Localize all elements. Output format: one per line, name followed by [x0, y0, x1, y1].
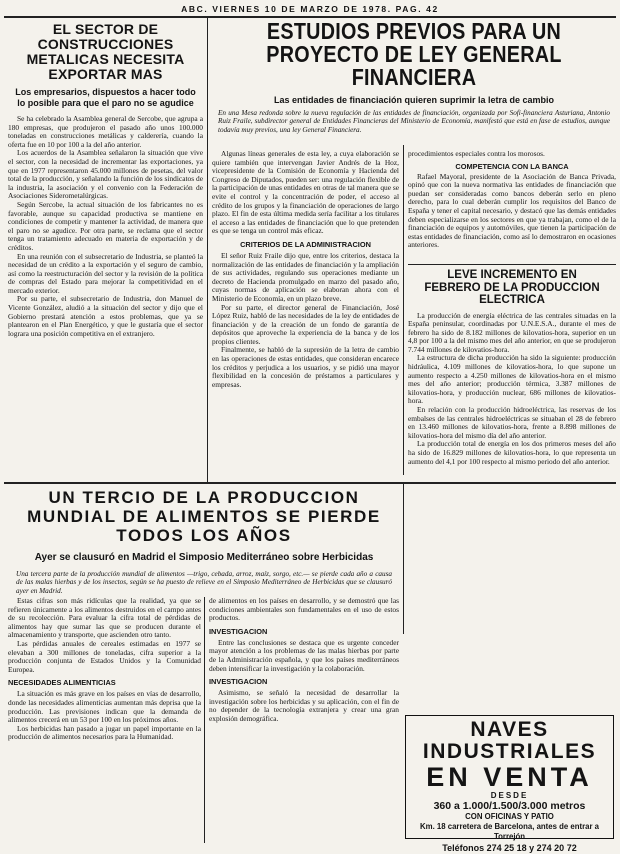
estudios-lead: En una Mesa redonda sobre la nueva regulación de las entidades de financiación, organizada por Sofi-financiera Asturiana, Antonio Ruiz Fraile, subdirector general de Entidades Financieras del Ministerio de Economía, manifestó que está en fase de estudios, aunque todavía muy previos, una ley General Financiera. [218, 109, 610, 134]
electrica-paragraph: La producción de energía eléctrica de las centrales situadas en la España peninsular, coordinadas por U.N.E.S.A., durante el mes de febrero ha sido de 8.182 millones de kilovatios-hora, superior en un 4,8 por 100 a la del mismo mes del año anterior, en que se produjeron 7.744 millones de kilovatios-hora. [408, 310, 616, 354]
section-rule [4, 482, 616, 484]
electrica-headline: LEVE INCREMENTO EN FEBRERO DE LA PRODUCCION ELECTRICA [424, 269, 600, 306]
tercio-column-2 [209, 597, 399, 843]
column-rule [204, 597, 205, 843]
ad-sizes: 360 a 1.000/1.500/3.000 metros [433, 800, 586, 812]
ad-location: Km. 18 carretera de Barcelona, antes de entrar a Torrejón [420, 822, 599, 841]
tercio-lead: Una tercera parte de la producción mundial de alimentos —trigo, cebada, arroz, maíz, sorgo, etc.— se pierde cada año a causa de las malas hierbas y de los insectos, según se ha puesto de relieve en el Simposio Mediterráneo de Herbicidas que se clausuró ayer en Madrid. [16, 570, 392, 595]
ad-desde: DESDE [490, 791, 529, 800]
estudios-paragraph: Algunas líneas generales de esta ley, a cuya elaboración se quiere también que intervengan Javier Andrés de la Hoz, vicepresidente de la Comisión de Economía y Hacienda del Congreso de Diputados, pueden ser: una regulación flexible de la participación de unas entidades en otras de tal manera que se evite el control y la concentración de poder, el acceso al crédito de los grupos y la financiación de operaciones de largo plazo. El fin de esta última medida sería facilitar a los titulares el acceso a las entidades de financiación que lo que pretenden es que se tenga un control más eficaz. [212, 150, 399, 236]
header-rule [4, 16, 616, 18]
estudios-paragraph: procedimientos especiales contra los morosos. [408, 150, 545, 158]
sector-paragraph: En una reunión con el subsecretario de Industria, se planteó la necesidad de un crédito a la exportación y el seguro de cambio, así como la reestructuración del sector y la revisión de la política de compras del Estado para mejorar la competitividad en el mercado exterior. [8, 251, 203, 295]
tercio-subhead-inline: INVESTIGACION [209, 677, 268, 687]
tercio-paragraph: Asimismo, se señaló la necesidad de desarrollar la investigación sobre los herbicidas y su aplicación, con el fin de no depender de la tecnología extranjera y crear una gran explosión demográfica. [209, 688, 399, 723]
estudios-column-2 [408, 150, 616, 260]
column-rule [403, 484, 404, 634]
sector-paragraph: Según Sercobe, la actual situación de los fabricantes no es favorable, aunque su capacidad productiva se mantiene en condiciones de competir y mantener la actividad, de manera que el paro no se agudice. Por otra parte, se reclama que el sector tenga un tratamiento adecuado en materia de exportación y de créditos. [8, 199, 203, 252]
sector-paragraph: Por su parte, el subsecretario de Industria, don Manuel de Vicente González, aludió a la situación del sector y dijo que el Gobierno prestará atención a estos problemas, que ya se plantearon en el Plan Energético, y que le gustaría que el sector lograra una posición competitiva en el extranjero. [8, 294, 203, 338]
column-rule [207, 18, 208, 483]
tercio-paragraph: Los herbicidas han pasado a jugar un papel importante en la producción de alimentos necesarios para la Humanidad. [8, 723, 201, 742]
naves-advertisement [405, 715, 614, 853]
sector-paragraph: Se ha celebrado la Asamblea general de Sercobe, que agrupa a 180 empresas, que produjeron el pasado año unos 100.000 toneladas en construcciones metálicas y calderería, cuando la oferta fue en 10 por 100 a la del año anterior. [8, 114, 203, 149]
sector-headline: EL SECTOR DE CONSTRUCCIONES METALICAS NECESITA EXPORTAR MAS [26, 22, 185, 82]
estudios-paragraph: El señor Ruiz Fraile dijo que, entre los criterios, destaca la normalización de las entidades de financiación y la ampliación de sus actividades, regulando sus operaciones mediante un decreto de Hacienda promulgado en marzo del pasado año, cuyas normas de aplicación se elaboran ahora con el Ministerio de Economía, en un plazo breve. [212, 250, 399, 303]
estudios-header [212, 20, 616, 148]
tercio-subhead-inline: INVESTIGACION [209, 626, 268, 636]
estudios-subhead: CRITERIOS DE LA ADMINISTRACION [240, 239, 371, 249]
tercio-paragraph: de alimentos en los países en desarrollo, y se demostró que las condiciones ambientales son fundamentales en el uso de estos productos. [209, 597, 399, 623]
estudios-paragraph: Rafael Mayoral, presidente de la Asociación de Banca Privada, opinó que con la nueva normativa las entidades de financiación que puedan ser consideradas como bancos deberán serlo en pleno derecho, para lo cual deberán cumplir los requisitos del Banco de España y tener el capital necesario, y destacó que las demás entidades deben especializarse en los sectores en que ya trabajan, como el de la financiación de equipos y automóviles, que tienen la participación de estas entidades de financiación, como así lo demostraron en ocasiones anteriores. [408, 171, 616, 250]
electrica-paragraph: En relación con la producción hidroeléctrica, las reservas de los embalses de las centrales hidroeléctricas se situaban el 28 de febrero en 13.460 millones de kilovatios-hora, frente a 8.898 millones de kilovatios-hora del mismo día del año anterior. [408, 405, 616, 440]
estudios-paragraph: Finalmente, se habló de la supresión de la letra de cambio en las operaciones de estas entidades, que consideran encarece los créditos y perjudica a los usuarios, y se pidió una mayor flexibilidad en la concesión de préstamos a particulares y empresas. [212, 345, 399, 389]
tercio-column-1 [8, 597, 201, 843]
sector-kicker: Los empresarios, dispuestos a hacer todo lo posible para que el paro no se agudice [15, 87, 196, 108]
sector-paragraph: Los acuerdos de la Asamblea señalaron la situación que vive el sector, con la necesidad de incrementar las exportaciones, ya que en 1977 representaron 45.000 millones de pesetas, del valor total de la producción, y señalando la función de los sindicatos de la industria, la asociación y el convenio con la Federación de Asociaciones Siderometalúrgicas. [8, 148, 203, 201]
ad-phones: Teléfonos 274 25 18 y 274 20 72 [442, 843, 577, 853]
estudios-subhead: COMPETENCIA CON LA BANCA [455, 161, 569, 171]
tercio-subhead-inline: NECESIDADES ALIMENTICIAS [8, 678, 116, 688]
sector-article [8, 22, 203, 480]
tercio-paragraph: Las pérdidas anuales de cereales estimadas en 1977 se elevaban a 300 millones de toneladas, cifra superior a la producción conjunta de Estados Unidos y la Comunidad Europea. [8, 638, 201, 674]
tercio-paragraph: La situación es más grave en los países en vías de desarrollo, donde las necesidades alimenticias aumentan más deprisa que la producción. Las previsiones indican que la demanda de alimentos crecerá en un 53 por 100 en los próximos años. [8, 689, 201, 725]
running-head: ABC. VIERNES 10 DE MARZO DE 1978. PAG. 42 [181, 4, 439, 14]
ad-subtitle: EN VENTA [426, 762, 593, 792]
tercio-paragraph: Estas cifras son más ridículas que la realidad, ya que se refieren únicamente a los alimentos destruidos en el campo antes de su recolección. Para evaluar la cifra total de pérdidas de alimentos hay que sumar las que se producen durante el almacenamiento y transporte, que ascienden otro tanto. [8, 597, 201, 640]
electrica-paragraph: La producción total de energía en los dos primeros meses del año ha sido de 16.829 millones de kilovatios-hora, lo que representa un aumento del 4,1 por 100 respecto al mismo periodo del año anterior. [408, 439, 616, 466]
tercio-header [8, 488, 400, 596]
column-rule [403, 145, 404, 475]
electrica-top-rule [408, 264, 616, 265]
estudios-deck: Las entidades de financiación quieren suprimir la letra de cambio [273, 95, 555, 105]
estudios-headline: ESTUDIOS PREVIOS PARA UN PROYECTO DE LEY GENERAL FINANCIERA [266, 20, 562, 90]
tercio-subhead: Ayer se clausuró en Madrid el Simposio Mediterráneo sobre Herbicidas [34, 552, 374, 563]
tercio-paragraph: Entre las conclusiones se destaca que es urgente conceder mayor atención a los problemas de las malas hierbas por parte de la Administración española, y que los países mediterráneos deben intensificar la investigación y la colaboración. [209, 637, 399, 673]
electrica-paragraph: La estructura de dicha producción ha sido la siguiente: producción hidráulica, 4.109 millones de kilovatios-hora, lo que supone un aumento respecto a 4.250 millones de kilovatios-hora en el mismo mes del año anterior; producción térmica, 3.387 millones de kilovatios-hora, y producción nuclear, 686 millones de kilovatios-hora. [408, 353, 616, 406]
electrica-article [408, 264, 616, 480]
estudios-column-1 [212, 150, 399, 480]
tercio-headline: UN TERCIO DE LA PRODUCCION MUNDIAL DE ALIMENTOS SE PIERDE TODOS LOS AÑOS [27, 488, 381, 545]
ad-oficinas: CON OFICINAS Y PATIO [465, 812, 554, 821]
estudios-paragraph: Por su parte, el director general de Financiación, José López Ruiz, habló de las necesidades de la ley de entidades de financiación y de la creación de un fondo de garantía de depósitos que aproveche la experiencia de la banca y de los propios clientes. [212, 302, 399, 346]
ad-title: NAVES INDUSTRIALES [422, 718, 597, 763]
